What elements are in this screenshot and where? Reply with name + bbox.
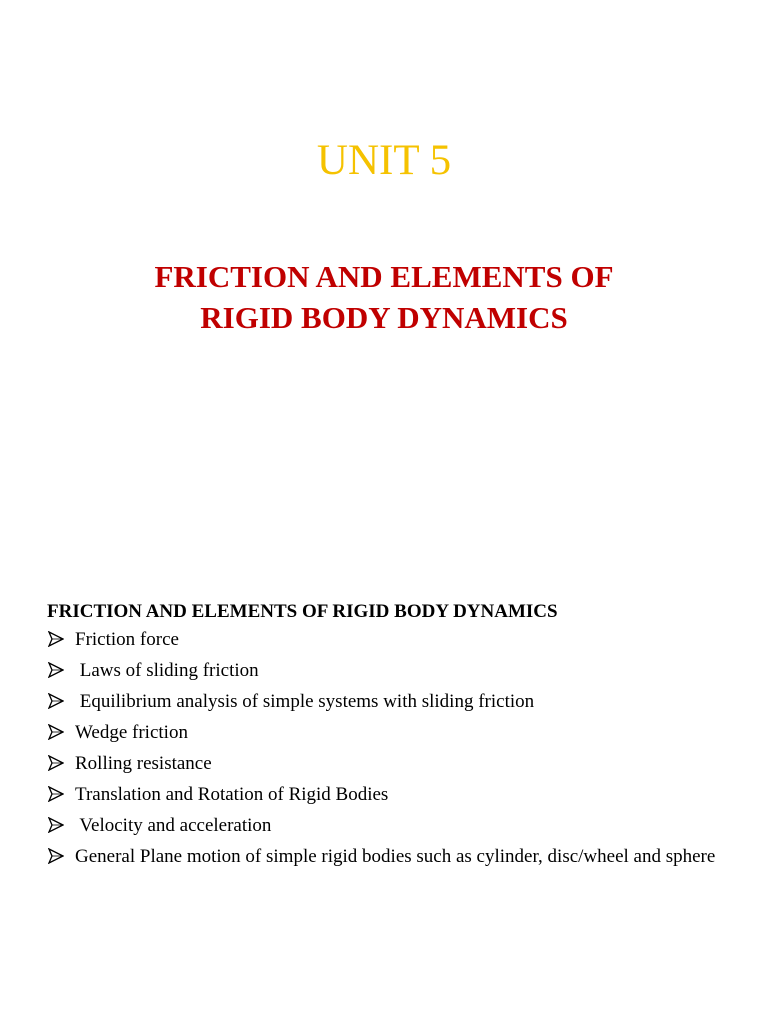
list-item xyxy=(47,720,722,745)
main-heading-line-2: RIGID BODY DYNAMICS xyxy=(200,300,568,335)
list-item-text: Equilibrium analysis of simple systems with sliding friction xyxy=(75,691,535,712)
arrowhead-bullet-icon xyxy=(47,813,65,838)
list-item-text: Friction force xyxy=(75,629,179,650)
list-item xyxy=(47,689,722,714)
list-item-text: Laws of sliding friction xyxy=(75,660,259,681)
list-item-text: Translation and Rotation of Rigid Bodies xyxy=(75,784,389,805)
syllabus-heading: FRICTION AND ELEMENTS OF RIGID BODY DYNAMICS xyxy=(47,601,558,622)
list-item xyxy=(47,658,722,683)
arrowhead-bullet-icon xyxy=(47,627,65,652)
list-item xyxy=(47,627,722,652)
unit-title: UNIT 5 xyxy=(316,137,452,184)
main-heading xyxy=(0,256,768,338)
arrowhead-bullet-icon xyxy=(47,751,65,776)
list-item xyxy=(47,813,722,838)
arrowhead-bullet-icon xyxy=(47,720,65,745)
arrowhead-bullet-icon xyxy=(47,782,65,807)
topic-list xyxy=(47,627,722,869)
list-item xyxy=(47,751,722,776)
arrowhead-bullet-icon xyxy=(47,844,65,869)
arrowhead-bullet-icon xyxy=(47,658,65,683)
main-heading-line-1: FRICTION AND ELEMENTS OF xyxy=(154,259,614,294)
syllabus-section xyxy=(47,600,722,875)
list-item-text: Wedge friction xyxy=(75,722,188,743)
arrowhead-bullet-icon xyxy=(47,689,65,714)
list-item xyxy=(47,844,722,869)
list-item xyxy=(47,782,722,807)
list-item-text: Velocity and acceleration xyxy=(75,815,272,836)
list-item-text: Rolling resistance xyxy=(75,753,212,774)
list-item-text: General Plane motion of simple rigid bodies such as cylinder, disc/wheel and sphere xyxy=(75,846,716,867)
